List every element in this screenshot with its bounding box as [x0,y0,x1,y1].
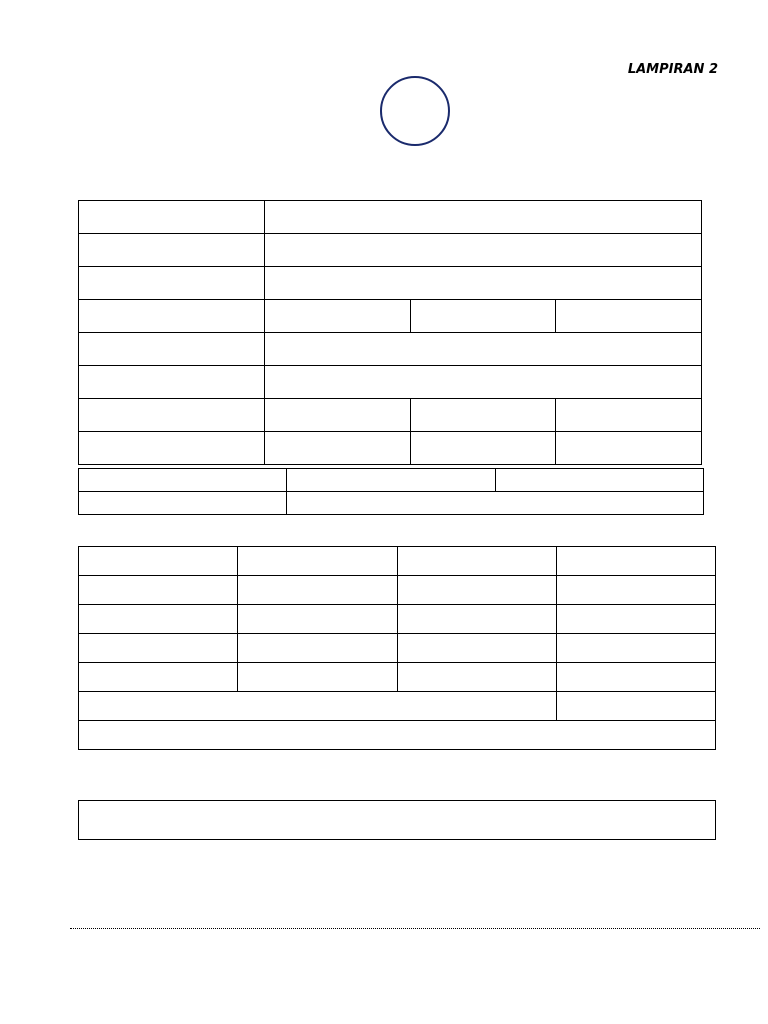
info-value[interactable] [265,234,702,267]
condition-cell [397,576,556,605]
info-value[interactable] [265,267,702,300]
info-label [79,432,265,465]
info-value[interactable] [556,399,702,432]
condition-cell [79,663,238,692]
condition-cell [79,634,238,663]
health-detail-field[interactable] [78,800,716,840]
answer-cell[interactable] [287,492,704,515]
check-box[interactable] [238,634,397,663]
info-label [79,267,265,300]
info-label [410,432,556,465]
signature-line[interactable] [70,928,760,929]
check-box[interactable] [238,547,397,576]
check-box[interactable] [556,634,715,663]
question-cell [79,492,287,515]
info-value[interactable] [265,333,702,366]
info-label [79,234,265,267]
condition-cell [79,692,557,721]
info-value[interactable] [556,300,702,333]
check-box[interactable] [238,663,397,692]
info-value[interactable] [556,432,702,465]
info-value[interactable] [265,300,411,333]
info-value[interactable] [265,366,702,399]
info-label [79,333,265,366]
question-cell [79,469,287,492]
info-value[interactable] [265,201,702,234]
info-label [79,399,265,432]
check-box[interactable] [238,605,397,634]
info-label [79,300,265,333]
condition-cell [397,634,556,663]
health-checklist-table [78,546,716,750]
info-value[interactable] [265,432,411,465]
check-box[interactable] [238,576,397,605]
immunisation-table [78,468,704,515]
condition-cell [79,547,238,576]
condition-cell [79,576,238,605]
ministry-logo-icon [380,76,450,146]
info-label [79,366,265,399]
condition-cell [397,547,556,576]
condition-cell [397,663,556,692]
activity-info-table [78,200,702,465]
check-box[interactable] [556,605,715,634]
answer-cell[interactable] [287,469,495,492]
check-box[interactable] [556,547,715,576]
info-value[interactable] [265,399,411,432]
check-box[interactable] [556,576,715,605]
check-box[interactable] [556,663,715,692]
info-label [79,201,265,234]
answer-cell[interactable] [495,469,703,492]
condition-cell [79,605,238,634]
condition-cell [397,605,556,634]
info-label [410,399,556,432]
check-box[interactable] [556,692,715,721]
info-label [410,300,556,333]
blood-group-row[interactable] [79,721,716,750]
appendix-label: LAMPIRAN 2 [627,62,718,77]
